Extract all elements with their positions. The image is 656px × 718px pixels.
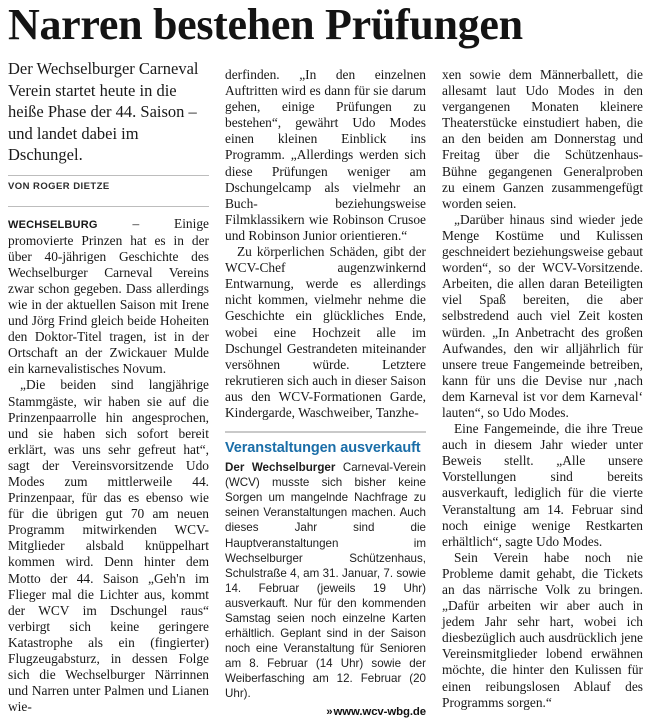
page-title: Narren bestehen Prüfungen (8, 0, 523, 49)
infobox (225, 431, 426, 718)
chevron-right-icon: » (326, 705, 333, 718)
paragraph: derfinden. „In den einzelnen Auftritten wird es dann für sie darum gehen, einige Prüfungen zu bestehen“, gewährt Udo Modes einen kleinen Einblick ins Programm. „Allerdings werden sich diese Prüfungen weniger am Dschungelcamp als vielmehr an Buch- beziehungsweise Filmklassikern wie Robinson Crusoe und Robinson Junior orientieren.“ (225, 67, 426, 243)
infobox-title: Veranstaltungen ausverkauft (225, 440, 421, 457)
column-right (442, 58, 643, 711)
paragraph: „Die beiden sind langjährige Stammgäste, wir haben sie auf die Prinzenpaarrolle hin angesprochen, und sie haben sich sofort bereit erklärt, was uns sehr gefreut hat“, sagt der Vereinsvorsitzende Udo Modes zum mittlerweile 44. Prinzenpaar, für das es ebenso wie für die übrigen gut 70 am neuen Programm mitwirkenden WCV-Mitglieder alsbald knüppelhart kommen wird. Denn hinter dem Motto der 44. Saison „Geh'n im Flieger mal die Lichter aus, kommt der WCV im Dschungel raus“ verbirgt sich keine geringere Katastrophe als ein (fingierter) Flugzeugabsturz, in dessen Folge sich die Wechselburger Närrinnen und Narren unter Palmen und Lianen wie- (8, 377, 209, 715)
paragraph: xen sowie dem Männerballett, die allesamt laut Udo Modes in den vergangenen Monaten kleinere Theaterstücke einstudiert haben, die an den beiden am Donnerstag und Freitag über die Schützenhaus-Bühne gegangenen Generalproben zu einem Ganzen zusammengefügt worden seien. (442, 67, 643, 211)
infobox-body-text: Carneval-Verein (WCV) musste sich bisher keine Sorgen um mangelnde Nachfrage zu seinen Veranstaltungen machen. Auch dieses Jahr sind die Hauptveranstaltungen im Wechselburger Schützenhaus, Schulstraße 4, am 31. Januar, 7. sowie 14. Februar (jeweils 19 Uhr) ausverkauft. Nur für den kommenden Samstag seien noch einzelne Karten erhältlich. Geplant sind in der Saison noch eine Veranstaltung für Senioren am 8. Februar (14 Uhr) sowie der Weiberfasching am 12. Februar (20 Uhr). (225, 461, 426, 701)
paragraph: Eine Fangemeinde, die ihre Treue auch in diesem Jahr wieder unter Beweis stellt. „Alle unsere Vorstellungen sind bereits ausverkauft, lediglich für die vierte Veranstaltung am 14. Februar sind noch einige wenige Restkarten erhältlich“, sagte Udo Modes. (442, 421, 643, 549)
article-columns (8, 58, 648, 718)
infobox-body (225, 460, 426, 702)
byline-rule-bottom (8, 206, 209, 207)
infobox-link[interactable] (225, 706, 426, 718)
infobox-lead-strong: Der Wechselburger (225, 461, 336, 475)
paragraph: Sein Verein habe noch nie Probleme damit gehabt, die Tickets an das närrische Volk zu bringen. „Dafür arbeiten wir aber auch in jedem Jahr sehr hart, wobei ich diesbezüglich auch ausdrücklich jene Vereinsmitglieder lobend erwähnen möchte, die hinter den Kulissen für einen reibungslosen Ablauf des Programms sorgen.“ (442, 549, 643, 710)
paragraph (8, 216, 209, 378)
paragraph: Zu körperlichen Schäden, gibt der WCV-Chef augenzwinkernd Entwarnung, werde es allerdings nicht kommen, vielmehr nehme die Geschichte ein glückliches Ende, wobei eine Hochzeit alle im Dschungel Gestrandeten miteinander versöhnen würde. Letztere rekrutieren sich auch in dieser Saison aus den WCV-Formationen Garde, Kindergarde, Waschweiber, Tanzhe- (225, 244, 426, 420)
column-middle (225, 58, 426, 718)
dateline: WECHSELBURG (8, 218, 98, 231)
byline: VON ROGER DIETZE (8, 180, 110, 192)
paragraph-text: – Einige promovierte Prinzen hat es in der über 40-jährigen Geschichte des Wechselburger Carneval Vereins zwar schon gegeben. Dass allerdings wie in der aktuellen Saison mit Irene und Jörg Frind gleich beide Hoheiten den Doktor-Titel tragen, ist in der Ortschaft an der Zwickauer Mulde ein karnevalistisches Novum. (8, 215, 209, 377)
infobox-link-url[interactable]: www.wcv-wbg.de (333, 705, 426, 718)
column-left (8, 58, 209, 715)
article-lead: Der Wechselburger Carneval Verein startet heute in die heiße Phase der 44. Saison – und landet dabei im Dschungel. (8, 59, 199, 164)
infobox-rule (225, 431, 426, 433)
paragraph: „Darüber hinaus sind wieder jede Menge Kostüme und Kulissen geschneidert beziehungsweise gebaut worden“, so der WCV-Vorsitzende. Arbeiten, die allen daran Beteiligten viel Spaß bereiten, die aber selbstredend auch viel Zeit kosten würden. „In Anbetracht des großen Aufwandes, den wir alljährlich für unsere treue Fangemeinde betreiben, kann für uns die Devise nur ‚nach dem Karneval ist vor dem Karneval‘ lauten“, so Udo Modes. (442, 211, 643, 420)
